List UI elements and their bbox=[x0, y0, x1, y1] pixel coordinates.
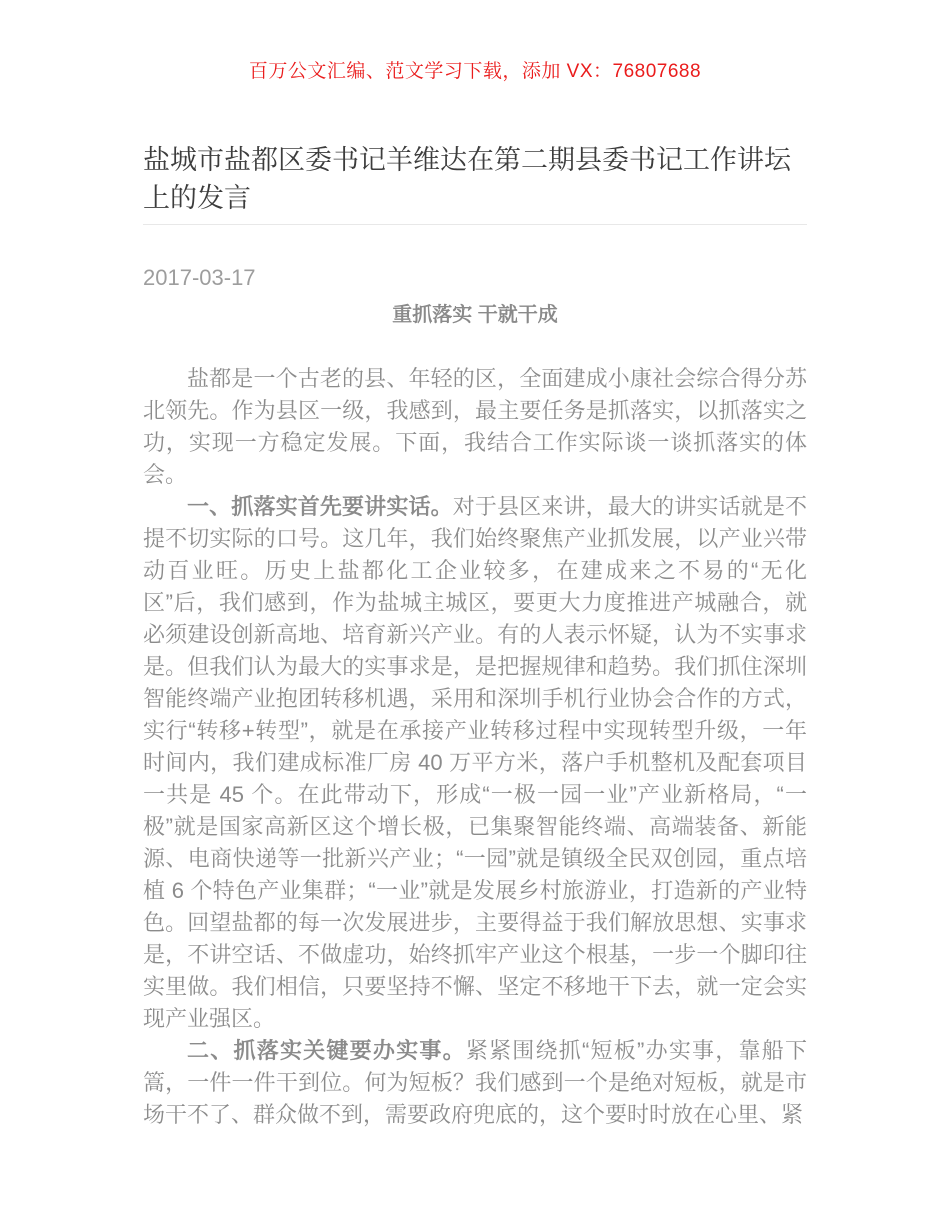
promo-banner: 百万公文汇编、范文学习下载，添加 VX：76807688 bbox=[248, 61, 702, 82]
article-subtitle: 重抓落实 干就干成 bbox=[392, 304, 558, 326]
article bbox=[143, 141, 807, 1131]
paragraph-section-1-text: 对于县区来讲，最大的讲实话就是不提不切实际的口号。这几年，我们始终聚焦产业抓发展，以产业兴带动百业旺。历史上盐都化工企业较多，在建成来之不易的“无化区”后，我们感到，作为盐城主城区，要更大力度推进产城融合，就必须建设创新高地、培育新兴产业。有的人表示怀疑，认为不实事求是。但我们认为最大的实事求是，是把握规律和趋势。我们抓住深圳智能终端产业抱团转移机遇，采用和深圳手机行业协会合作的方式，实行“转移+转型”，就是在承接产业转移过程中实现转型升级，一年时间内，我们建成标准厂房 40 万平方米，落户手机整机及配套项目一共是 45 个。在此带动下，形成“一极一园一业”产业新格局，“一极”就是国家高新区这个增长极，已集聚智能终端、高端装备、新能源、电商快递等一批新兴产业；“一园”就是镇级全民双创园，重点培植 6 个特色产业集群；“一业”就是发展乡村旅游业，打造新的产业特色。回望盐都的每一次发展进步，主要得益于我们解放思想、实事求是，不讲空话、不做虚功，始终抓牢产业这个根基，一步一个脚印往实里做。我们相信，只要坚持不懈、坚定不移地干下去，就一定会实现产业强区。 bbox=[143, 494, 807, 1031]
article-date: 2017-03-17 bbox=[143, 265, 256, 290]
paragraph-section-1 bbox=[143, 491, 807, 1035]
paragraph-intro-text: 盐都是一个古老的县、年轻的区，全面建成小康社会综合得分苏北领先。作为县区一级，我感到，最主要任务是抓落实，以抓落实之功，实现一方稳定发展。下面，我结合工作实际谈一谈抓落实的体会。 bbox=[143, 366, 807, 487]
article-body bbox=[143, 363, 807, 1131]
paragraph-section-2-text: 紧紧围绕抓“短板”办实事，靠船下篙，一件一件干到位。何为短板？我们感到一个是绝对短板，就是市场干不了、群众做不到，需要政府兜底的，这个要时时放在心里、紧 bbox=[143, 1038, 807, 1127]
paragraph-section-1-lead: 一、抓落实首先要讲实话。 bbox=[187, 494, 453, 519]
article-title: 盐城市盐都区委书记羊维达在第二期县委书记工作讲坛上的发言 bbox=[143, 141, 807, 225]
paragraph-intro bbox=[143, 363, 807, 491]
paragraph-section-2 bbox=[143, 1035, 807, 1131]
paragraph-section-2-lead: 二、抓落实关键要办实事。 bbox=[187, 1038, 466, 1063]
